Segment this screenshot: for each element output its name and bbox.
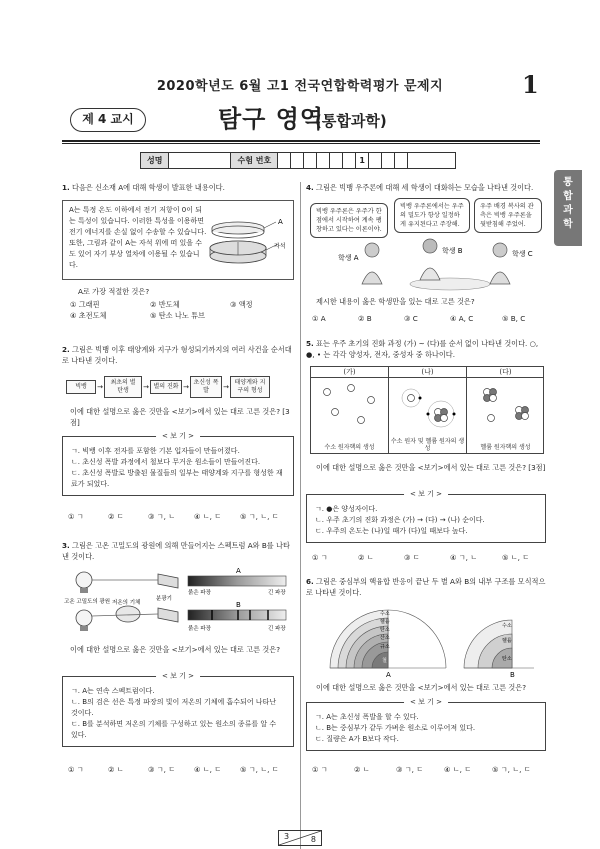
fig-label-red: 붉은 파장	[188, 590, 212, 596]
fig-label-red: 붉은 파장	[188, 626, 212, 632]
option[interactable]: ④ ㄴ, ㄷ	[444, 765, 472, 774]
question-2-stem: 2. 그림은 빅뱅 이후 태양계와 지구가 형성되기까지의 여러 사건을 순서대로 나타낸 것이다.	[62, 345, 292, 365]
id-digit[interactable]	[369, 153, 382, 168]
question-5-prompt: 이에 대한 설명으로 옳은 것만을 <보기>에서 있는 대로 고른 것은? [3점]	[316, 463, 546, 472]
spectroscope-icon	[158, 574, 178, 588]
star-b-structure	[464, 620, 534, 678]
total-pages: 8	[310, 835, 316, 844]
cosmic-timeline	[66, 374, 294, 400]
arrow-icon: →	[143, 382, 149, 391]
id-digit[interactable]	[343, 153, 356, 168]
spectroscope-icon	[158, 608, 178, 622]
helium-nuclei-figure	[467, 378, 544, 438]
fig-label-blue: 긴 파장	[268, 626, 286, 632]
bogi-title: < 보 기 >	[156, 671, 200, 682]
light-bulb-icon	[76, 572, 92, 588]
id-digit[interactable]	[330, 153, 343, 168]
question-5-stem: 5. 표는 우주 초기의 진화 과정 (가) ~ (다)를 순서 없이 나타낸 것이다. ○, ●, • 는 각각 양성자, 전자, 중성자 중 하나이다.	[306, 339, 539, 359]
option[interactable]: ② ㄴ	[108, 765, 124, 774]
fig-label-a: A	[278, 218, 283, 226]
option[interactable]: ③ 액정	[230, 300, 253, 309]
question-2-options	[68, 511, 298, 522]
stellar-structure-figure	[320, 600, 540, 678]
question-3-stem: 3. 그림은 고온 고밀도의 광원에 의해 만들어지는 스펙트럼 A와 B를 나타낸 것이다.	[62, 541, 290, 561]
svg-text:수소: 수소	[502, 623, 512, 629]
question-2-bogi	[62, 432, 294, 496]
student-c-icon	[493, 243, 507, 257]
question-3-prompt: 이에 대한 설명으로 옳은 것만을 <보기>에서 있는 대로 고른 것은?	[70, 645, 281, 654]
question-4-options	[312, 313, 552, 324]
option[interactable]: ④ ㄱ, ㄴ	[450, 553, 478, 562]
bogi-item: ㄱ. A는 연속 스펙트럼이다.	[71, 687, 155, 695]
question-6-prompt: 이에 대한 설명으로 옳은 것만을 <보기>에서 있는 대로 고른 것은?	[316, 683, 527, 692]
id-digit[interactable]	[408, 153, 421, 168]
page-counter	[278, 830, 322, 846]
id-digit[interactable]	[395, 153, 408, 168]
student-a-label: 학생 A	[338, 254, 359, 262]
name-field[interactable]	[169, 153, 231, 168]
bogi-item: ㄷ. 초신성 폭발로 방출된 물질들의 일부는 태양계와 지구를 형성한 재료가 되었다.	[71, 469, 283, 488]
option[interactable]: ⑤ ㄴ, ㄷ	[502, 553, 530, 562]
bogi-item: ㄴ. 우주 초기의 진화 과정은 (가) → (다) → (나) 순이다.	[315, 516, 485, 524]
option[interactable]: ③ ㄱ, ㄴ	[148, 512, 176, 521]
question-6-stem: 6. 그림은 중심부의 핵융합 반응이 끝난 두 별 A와 B의 내부 구조를 모식적으로 나타낸 것이다.	[306, 577, 546, 597]
option[interactable]: ② ㄷ	[108, 512, 124, 521]
svg-text:철: 철	[382, 658, 387, 664]
option[interactable]: ⑤ 탄소 나노 튜브	[150, 311, 205, 320]
name-label: 성명	[141, 153, 169, 168]
svg-text:헬륨: 헬륨	[502, 638, 512, 644]
cold-gas-icon	[116, 606, 140, 622]
svg-text:규소: 규소	[380, 644, 390, 650]
option[interactable]: ⑤ B, C	[502, 314, 526, 323]
table-column: (가) 수소 원자핵의 생성	[311, 367, 389, 453]
option[interactable]: ④ 초전도체	[70, 311, 107, 320]
option[interactable]: ① ㄱ	[68, 512, 84, 521]
question-4-stem: 4. 그림은 빅뱅 우주론에 대해 세 학생이 대화하는 모습을 나타낸 것이다.	[306, 183, 534, 192]
id-label: 수험 번호	[231, 153, 278, 168]
student-b-label: 학생 B	[442, 247, 463, 255]
bogi-item: ㄱ. ●은 양성자이다.	[315, 505, 378, 513]
svg-text:탄소: 탄소	[380, 627, 390, 633]
page-number: 1	[522, 70, 539, 99]
bogi-item: ㄴ. 초신성 폭발 과정에서 철보다 무거운 원소들이 만들어진다.	[71, 458, 261, 466]
option[interactable]: ① A	[312, 314, 326, 323]
students-illustration	[320, 236, 548, 292]
bogi-item: ㄱ. A는 초신성 폭발을 할 수 있다.	[315, 713, 419, 721]
timeline-step: 별의 진화	[150, 380, 182, 394]
option[interactable]: ① ㄱ	[68, 765, 84, 774]
star-a-label: A	[386, 671, 391, 678]
bogi-item: ㄷ. B를 분석하면 저온의 기체를 구성하고 있는 원소의 종류를 알 수 있다.	[71, 720, 277, 739]
fig-label-gas: 저온의 기체	[112, 600, 141, 606]
spectrum-a	[188, 576, 286, 586]
student-b-icon	[423, 239, 437, 253]
subject-subtitle: (통합과학)	[315, 112, 387, 130]
period-badge: 제 4 교시	[70, 108, 146, 132]
bogi-item: ㄷ. 질량은 A가 B보다 작다.	[315, 735, 399, 743]
option[interactable]: ③ C	[404, 314, 418, 323]
subject-title: 탐구 영역	[218, 105, 325, 133]
arrow-icon: →	[223, 382, 229, 391]
light-bulb-icon	[76, 610, 92, 626]
svg-text:탄소: 탄소	[502, 656, 512, 662]
question-5-table	[310, 366, 544, 454]
option[interactable]: ⑤ ㄱ, ㄴ, ㄷ	[492, 765, 531, 774]
question-6-options	[312, 764, 552, 775]
option[interactable]: ① ㄱ	[312, 765, 328, 774]
timeline-step: 초신성 폭발	[190, 376, 222, 398]
question-4-prompt: 제시한 내용이 옳은 학생만을 있는 대로 고른 것은?	[316, 297, 475, 306]
bogi-item: ㄷ. 우주의 온도는 (나)일 때가 (다)일 때보다 높다.	[315, 527, 468, 535]
hydrogen-nuclei-figure	[311, 378, 388, 438]
speech-bubble-b: 빅뱅 우주론에서는 우주의 밀도가 항상 일정하게 유지된다고 주장해.	[394, 198, 470, 233]
option[interactable]: ② ㄴ	[354, 765, 370, 774]
bogi-title: < 보 기 >	[156, 431, 200, 442]
bogi-title: < 보 기 >	[404, 697, 448, 708]
option[interactable]: ④ ㄴ, ㄷ	[194, 765, 222, 774]
speech-bubble-c: 우주 배경 복사의 관측은 빅뱅 우주론을 뒷받침해 주었어.	[474, 198, 542, 233]
header-rule-thin	[62, 143, 540, 144]
id-digit[interactable]	[317, 153, 330, 168]
superconductor-figure	[208, 208, 292, 268]
option[interactable]: ① ㄱ	[312, 553, 328, 562]
id-digit[interactable]	[291, 153, 304, 168]
timeline-step: 태양계와 지구의 형성	[230, 376, 270, 398]
option[interactable]: ② ㄴ	[358, 553, 374, 562]
side-subject-tab: 통합과학	[554, 170, 582, 246]
question-3-options	[68, 764, 298, 775]
option[interactable]: ⑤ ㄱ, ㄴ, ㄷ	[240, 512, 279, 521]
fig-label-source: 고온 고밀도의 광원	[64, 599, 111, 605]
student-a-icon	[365, 243, 379, 257]
timeline-step: 최초의 별 탄생	[104, 376, 142, 398]
question-2-prompt: 이에 대한 설명으로 옳은 것만을 <보기>에서 있는 대로 고른 것은? [3점]	[70, 407, 290, 427]
option[interactable]: ⑤ ㄱ, ㄴ, ㄷ	[240, 765, 279, 774]
question-5-options	[312, 552, 552, 563]
option[interactable]: ③ ㄱ, ㄷ	[396, 765, 424, 774]
id-digit[interactable]	[278, 153, 291, 168]
svg-text:산소: 산소	[380, 635, 390, 641]
spectrum-figure	[62, 566, 296, 640]
question-6-bogi	[306, 698, 546, 751]
option[interactable]: ① 그래핀	[70, 300, 100, 309]
question-1-options	[70, 299, 295, 321]
option[interactable]: ③ ㄱ, ㄷ	[148, 765, 176, 774]
fig-label-a: A	[236, 567, 241, 575]
speech-bubble-a: 빅뱅 우주론은 우주가 한 점에서 시작하여 계속 팽창하고 있다는 이론이야.	[310, 203, 388, 238]
arrow-icon: →	[97, 382, 103, 391]
bogi-item: ㄴ. B는 중심부가 같두 가벼운 원소로 이루어져 있다.	[315, 724, 476, 732]
bogi-title: < 보 기 >	[404, 489, 448, 500]
star-b-label: B	[510, 671, 515, 678]
id-digit-fixed: 1	[356, 153, 369, 168]
question-3-bogi	[62, 672, 294, 747]
option[interactable]: ② B	[358, 314, 372, 323]
fig-label-b: B	[236, 601, 241, 609]
option[interactable]: ④ ㄴ, ㄷ	[194, 512, 222, 521]
bogi-item: ㄱ. 빅뱅 이후 전자를 포함한 기본 입자들이 만들어졌다.	[71, 447, 240, 455]
svg-text:수소: 수소	[380, 611, 390, 617]
student-c-label: 학생 C	[512, 250, 533, 258]
question-1-stem: 1. 다음은 신소재 A에 대해 학생이 발표한 내용이다.	[62, 183, 225, 192]
table-column: (나) 수소 원자 및 헬륨 원자의 생성	[389, 367, 467, 453]
table-column: (다) 헬륨 원자핵의 생성	[467, 367, 544, 453]
question-1-prompt: A로 가장 적절한 것은?	[78, 287, 150, 296]
star-a-structure	[330, 610, 446, 678]
exam-title: 2020학년도 6월 고1 전국연합학력평가 문제지	[156, 79, 444, 94]
svg-text:헬륨: 헬륨	[380, 619, 390, 625]
fig-label-blue: 긴 파장	[268, 590, 286, 596]
student-info-bar	[140, 152, 456, 169]
current-page: 3	[284, 832, 290, 841]
option[interactable]: ③ ㄷ	[404, 553, 420, 562]
spectrum-b	[188, 610, 286, 620]
option[interactable]: ② 반도체	[150, 300, 180, 309]
header-rule	[62, 140, 540, 142]
bogi-item: ㄴ. B의 검은 선은 특정 파장의 빛이 저온의 기체에 흡수되어 나타난 것이다.	[71, 698, 277, 717]
id-digit[interactable]	[382, 153, 395, 168]
column-divider	[300, 182, 301, 849]
timeline-step: 빅뱅	[66, 380, 96, 394]
question-5-bogi	[306, 490, 546, 543]
arrow-icon: →	[183, 382, 189, 391]
fig-label-magnet: 자석	[274, 243, 286, 250]
atoms-figure	[389, 378, 466, 438]
id-digit[interactable]	[304, 153, 317, 168]
question-1-passage: A는 특정 온도 이하에서 전기 저항이 0이 되는 특성이 있습니다. 이러한 특성을 이용하면 전기 에너지를 손실 없이 수송할 수 있습니다. 또한, 그림과 같이 A는 자석 위에 떠 있을 수도 있어 자기 부상 열차에 이용될 수 있습니다.	[62, 200, 294, 280]
fig-label-spectroscope: 분광기	[156, 596, 172, 602]
option[interactable]: ④ A, C	[450, 314, 474, 323]
